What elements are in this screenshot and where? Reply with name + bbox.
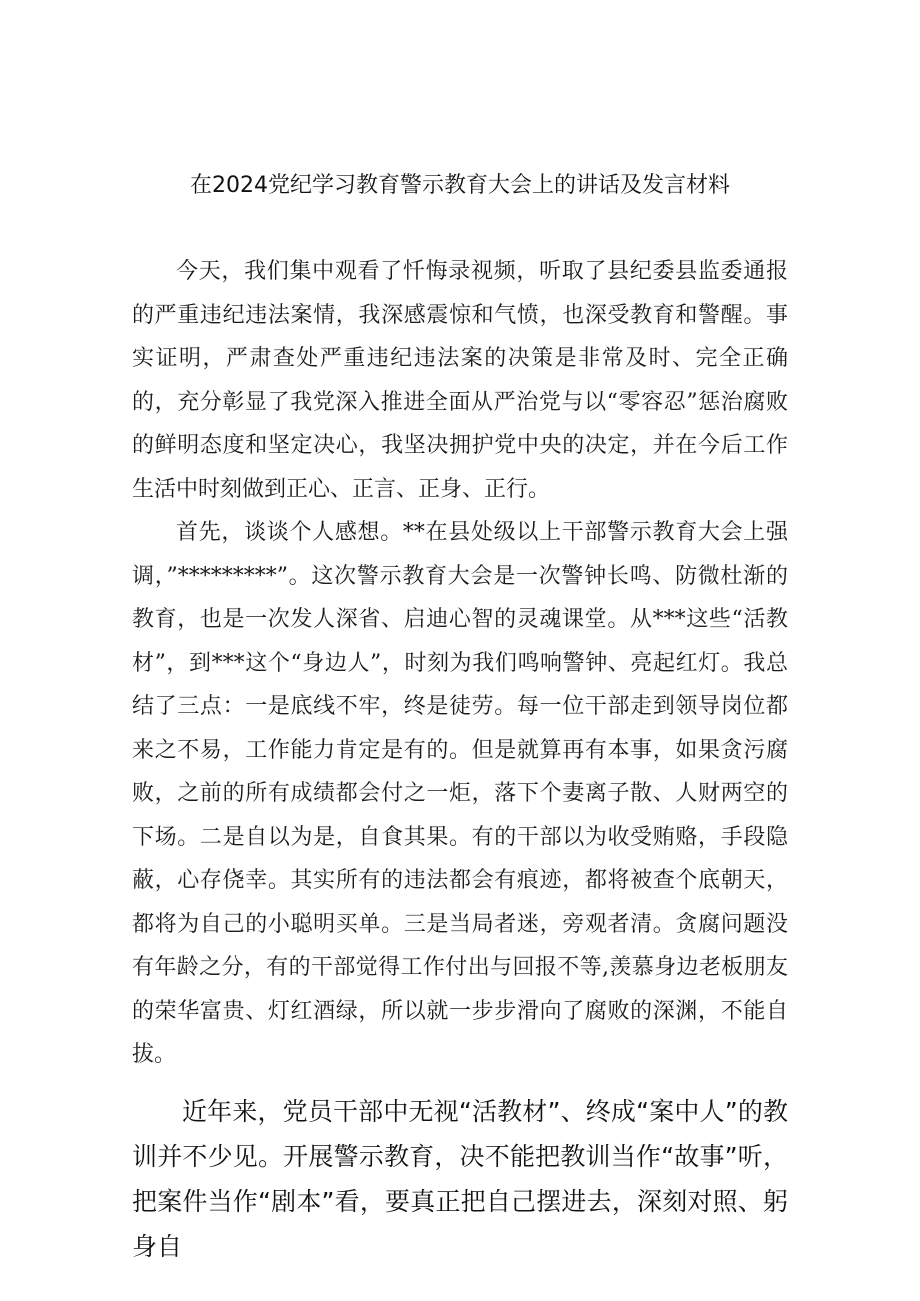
document-title: 在2024党纪学习教育警示教育大会上的讲话及发言材料 [190,173,730,198]
paragraph-1: 今天，我们集中观看了忏悔录视频，听取了县纪委县监委通报的严重违纪违法案情，我深感震惊和气愤，也深受教育和警醒。事实证明，严肃查处严重违纪违法案的决策是非常及时、完全正确的，充分彰显了我党深入推进全面从严治党与以“零容忍”惩治腐败的鲜明态度和坚定决心，我坚决拥护党中央的决定，并在今后工作生活中时刻做到正心、正言、正身、正行。 [132,259,788,502]
paragraph-2: 首先，谈谈个人感想。**在县处级以上干部警示教育大会上强调，”*********”。这次警示教育大会是一次警钟长鸣、防微杜渐的教育，也是一次发人深省、启迪心智的灵魂课堂。从***这些“活教材”，到***这个“身边人”，时刻为我们鸣响警钟、亮起红灯。我总结了三点：一是底线不牢，终是徒劳。每一位干部走到领导岗位都来之不易，工作能力肯定是有的。但是就算再有本事，如果贪污腐败，之前的所有成绩都会付之一炬，落下个妻离子散、人财两空的下场。二是自以为是，自食其果。有的干部以为收受贿赂，手段隐蔽，心存侥幸。其实所有的违法都会有痕迹，都将被查个底朝天，都将为自己的小聪明买单。三是当局者迷，旁观者清。贪腐问题没有年龄之分，有的干部觉得工作付出与回报不等,羡慕身边老板朋友的荣华富贵、灯红酒绿，所以就一步步滑向了腐败的深渊，不能自拔。 [132,520,788,1067]
document-body [132,250,788,1269]
paragraph-3: 近年来，党员干部中无视“活教材”、终成“案中人”的教训并不少见。开展警示教育，决不能把教训当作“故事”听，把案件当作“剧本”看，要真正把自己摆进去，深刻对照、躬身自 [132,1096,788,1261]
